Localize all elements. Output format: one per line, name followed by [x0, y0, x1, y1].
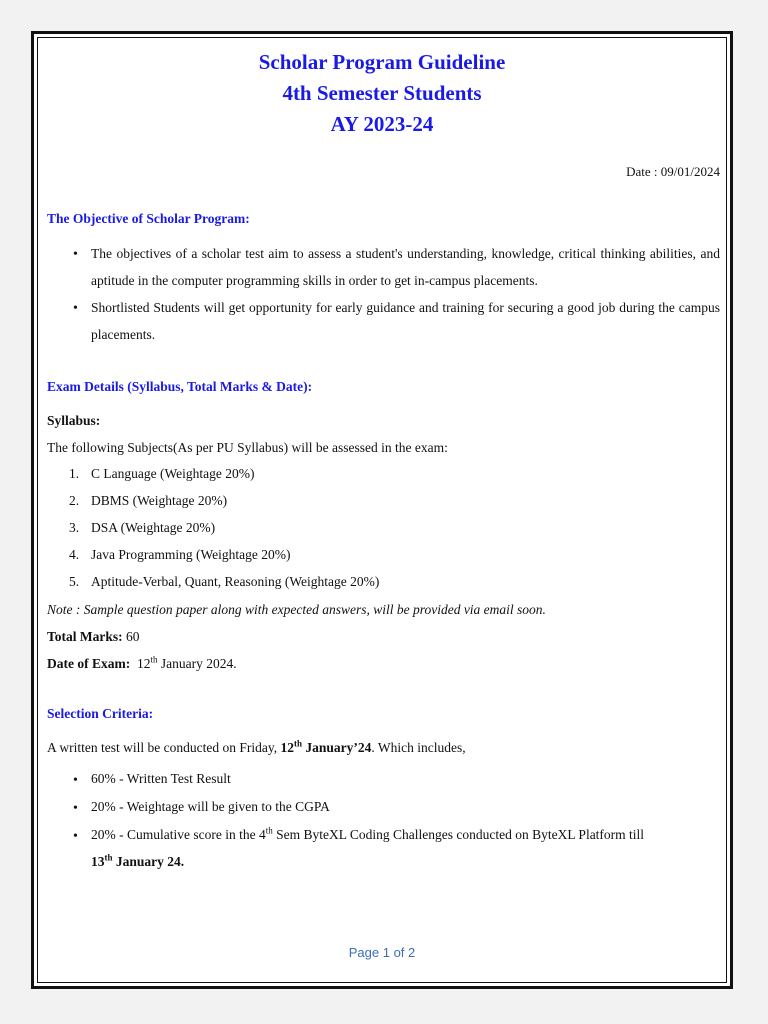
- selection-bullet-3-post: Sem ByteXL Coding Challenges conducted on ByteXL Platform till: [272, 827, 645, 842]
- exam-date: [47, 655, 720, 673]
- total-marks-value: 60: [122, 629, 140, 644]
- subject-item: Aptitude-Verbal, Quant, Reasoning (Weightage 20%): [91, 574, 380, 589]
- selection-heading: Selection Criteria:: [47, 706, 154, 721]
- exam-note: [47, 601, 720, 619]
- subject-item: Java Programming (Weightage 20%): [91, 547, 291, 562]
- selection-bullet-3-pre: 20% - Cumulative score in the 4: [91, 827, 266, 842]
- syllabus-intro: The following Subjects(As per PU Syllabus) will be assessed in the exam:: [47, 440, 448, 455]
- bullet-icon: •: [73, 773, 78, 788]
- title-line-1: Scholar Program Guideline: [258, 50, 506, 74]
- deadline-rest: January 24.: [112, 854, 185, 869]
- bullet-icon: •: [73, 247, 78, 262]
- title-line-3: AY 2023-24: [330, 112, 434, 136]
- list-number: 4.: [69, 547, 80, 562]
- selection-bullet-3-deadline: [91, 854, 184, 869]
- selection-bullet-2: 20% - Weightage will be given to the CGPA: [91, 799, 330, 814]
- exam-date-label: Date of Exam:: [47, 656, 131, 671]
- deadline-sup: th: [104, 852, 113, 863]
- selection-intro-rest: January’24: [301, 740, 372, 755]
- selection-intro-date: [280, 740, 371, 755]
- bullet-icon: •: [73, 801, 78, 816]
- selection-bullet-1: 60% - Written Test Result: [91, 771, 231, 786]
- objective-bullet-2: Shortlisted Students will get opportunity for early guidance and training for securing a good job during the campus placements.: [91, 300, 720, 342]
- subject-item: C Language (Weightage 20%): [91, 466, 255, 481]
- exam-note-text: Note : Sample question paper along with expected answers, will be provided via email soon.: [47, 602, 546, 617]
- deadline-day: 13: [91, 854, 105, 869]
- subject-item: DBMS (Weightage 20%): [91, 493, 228, 508]
- selection-intro-sup: th: [293, 738, 302, 749]
- objective-bullet-1: The objectives of a scholar test aim to assess a student's understanding, knowledge, critical thinking abilities, and aptitude in the computer programming skills in order to get in-campus placements.: [91, 246, 720, 288]
- exam-date-rest: January 2024.: [157, 656, 237, 671]
- selection-bullet-3: [91, 821, 720, 875]
- document-title: [34, 47, 730, 140]
- document-date: Date : 09/01/2024: [626, 164, 720, 179]
- exam-date-sup: th: [150, 654, 158, 665]
- exam-heading: Exam Details (Syllabus, Total Marks & Date):: [47, 379, 313, 394]
- list-number: 1.: [69, 466, 80, 481]
- exam-date-day: 12: [136, 656, 151, 671]
- syllabus-label: Syllabus:: [47, 413, 101, 428]
- subject-item: DSA (Weightage 20%): [91, 520, 216, 535]
- title-line-2: 4th Semester Students: [282, 81, 482, 105]
- page-number: Page 1 of 2: [348, 945, 416, 960]
- selection-intro-day: 12: [280, 740, 294, 755]
- selection-intro: [47, 739, 720, 757]
- selection-intro-post: . Which includes,: [371, 740, 466, 755]
- selection-bullet-3-sup: th: [265, 825, 273, 836]
- total-marks-label: Total Marks:: [47, 629, 123, 644]
- list-number: 2.: [69, 493, 80, 508]
- selection-intro-pre: A written test will be conducted on Friday,: [47, 740, 281, 755]
- list-number: 5.: [69, 574, 80, 589]
- total-marks: [47, 628, 720, 646]
- objective-heading: The Objective of Scholar Program:: [47, 211, 250, 226]
- list-number: 3.: [69, 520, 80, 535]
- bullet-icon: •: [73, 301, 78, 316]
- bullet-icon: •: [73, 829, 78, 844]
- document-page: [31, 31, 733, 989]
